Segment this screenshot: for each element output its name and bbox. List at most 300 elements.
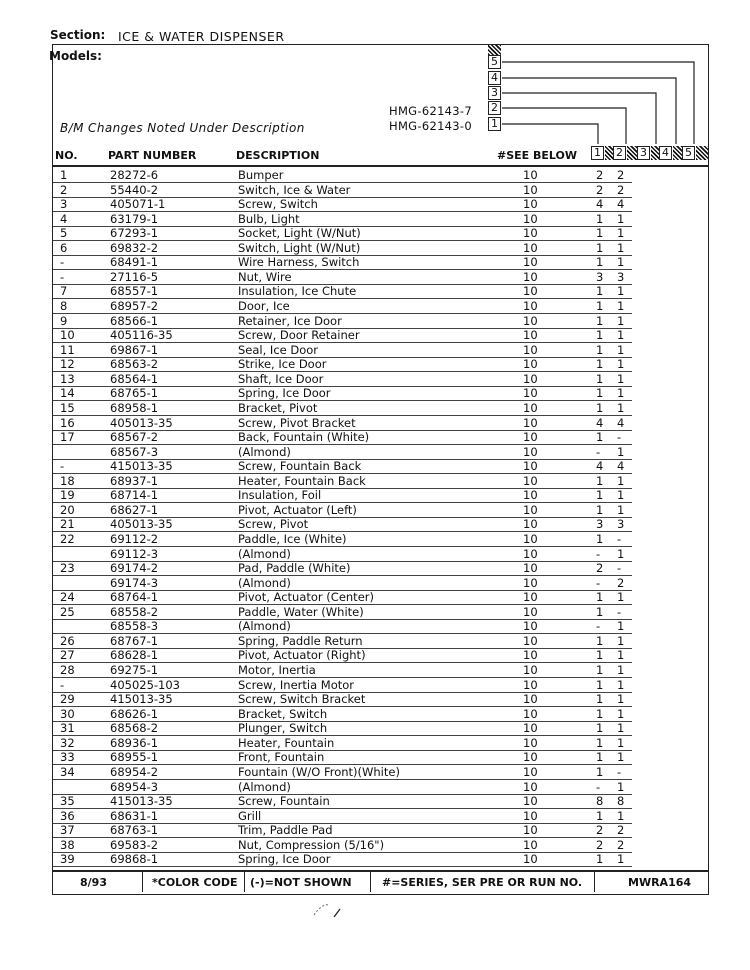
part-description: Switch, Light (W/Nut) [238, 240, 361, 255]
part-description: Wire Harness, Switch [238, 255, 360, 270]
scan-mark [300, 895, 360, 925]
row-number: 39 [60, 852, 75, 867]
part-number: 68491-1 [110, 255, 159, 270]
part-number: 68955-1 [110, 750, 159, 765]
series-code: 10 [523, 488, 538, 503]
footer-doc-code: MWRA164 [628, 876, 692, 889]
series-code: 10 [523, 168, 538, 182]
series-code: 10 [523, 182, 538, 197]
part-description: (Almond) [238, 575, 291, 590]
footer-not-shown: (-)=NOT SHOWN [250, 876, 352, 889]
qty-model-2: 1 [617, 444, 625, 459]
footer-divider [142, 872, 143, 892]
series-code: 10 [523, 400, 538, 415]
hatch-mark [673, 146, 682, 160]
part-number: 68764-1 [110, 590, 159, 605]
part-description: Screw, Switch Bracket [238, 692, 366, 707]
part-number: 68954-2 [110, 764, 159, 779]
footer-date: 8/93 [80, 876, 107, 889]
qty-model-1: 1 [596, 692, 604, 707]
qty-model-1: 1 [596, 386, 604, 401]
hatch-mark [696, 146, 708, 160]
part-description: Screw, Pivot Bracket [238, 415, 356, 430]
row-number: 28 [60, 663, 75, 678]
series-code: 10 [523, 721, 538, 736]
model-name-2: HMG-62143-7 [389, 104, 472, 118]
part-description: Strike, Ice Door [238, 357, 327, 372]
part-description: Heater, Fountain Back [238, 473, 366, 488]
series-code: 10 [523, 357, 538, 372]
row-number: 21 [60, 517, 75, 532]
series-code: 10 [523, 269, 538, 284]
part-number: 68763-1 [110, 823, 159, 838]
part-description: Back, Fountain (White) [238, 430, 370, 445]
qty-model-2: - [617, 604, 622, 619]
part-description: Nut, Wire [238, 269, 292, 284]
series-code: 10 [523, 837, 538, 852]
qty-model-2: 1 [617, 750, 625, 765]
qty-model-1: 8 [596, 794, 604, 809]
series-code: 10 [523, 823, 538, 838]
qty-model-1: 2 [596, 561, 604, 576]
part-number: 68936-1 [110, 735, 159, 750]
qty-model-1: - [596, 546, 601, 561]
part-number: 69174-3 [110, 575, 159, 590]
part-description: Seal, Ice Door [238, 342, 319, 357]
qty-model-1: 1 [596, 633, 604, 648]
part-description: Nut, Compression (5/16") [238, 837, 385, 852]
qty-model-2: 2 [617, 823, 625, 838]
part-description: Spring, Paddle Return [238, 633, 363, 648]
qty-model-1: 1 [596, 677, 604, 692]
part-description: Socket, Light (W/Nut) [238, 226, 361, 241]
col-box-4: 4 [659, 146, 672, 160]
series-code: 10 [523, 386, 538, 401]
series-code: 10 [523, 226, 538, 241]
part-description: Paddle, Water (White) [238, 604, 364, 619]
part-description: Spring, Ice Door [238, 852, 331, 867]
qty-model-2: - [617, 430, 622, 445]
row-number: 24 [60, 590, 75, 605]
qty-model-1: 1 [596, 240, 604, 255]
series-code: 10 [523, 794, 538, 809]
header-see-below: #SEE BELOW [497, 149, 577, 162]
qty-model-2: 1 [617, 371, 625, 386]
part-description: (Almond) [238, 779, 291, 794]
part-description: Bracket, Switch [238, 706, 328, 721]
qty-model-2: 1 [617, 386, 625, 401]
stack-box-1: 1 [488, 117, 501, 131]
qty-model-1: 1 [596, 735, 604, 750]
qty-model-2: 1 [617, 299, 625, 314]
qty-model-2: - [617, 561, 622, 576]
part-number: 27116-5 [110, 269, 159, 284]
row-number: 19 [60, 488, 75, 503]
qty-model-1: 3 [596, 269, 604, 284]
part-number: 415013-35 [110, 459, 173, 474]
part-description: Paddle, Ice (White) [238, 532, 347, 546]
part-description: Motor, Inertia [238, 663, 316, 678]
qty-model-1: 1 [596, 750, 604, 765]
qty-model-2: 1 [617, 284, 625, 299]
qty-model-1: 1 [596, 400, 604, 415]
qty-model-2: 1 [617, 240, 625, 255]
part-number: 68957-2 [110, 299, 159, 314]
part-number: 68765-1 [110, 386, 159, 401]
row-number: 1 [60, 168, 68, 182]
qty-model-2: 1 [617, 211, 625, 226]
part-number: 68937-1 [110, 473, 159, 488]
qty-model-2: 1 [617, 328, 625, 343]
qty-model-1: 1 [596, 502, 604, 517]
part-number: 69867-1 [110, 342, 159, 357]
part-number: 69868-1 [110, 852, 159, 867]
series-code: 10 [523, 604, 538, 619]
qty-model-1: 4 [596, 415, 604, 430]
qty-model-1: 1 [596, 808, 604, 823]
series-code: 10 [523, 692, 538, 707]
part-number: 68631-1 [110, 808, 159, 823]
qty-model-2: 1 [617, 721, 625, 736]
qty-model-1: 1 [596, 284, 604, 299]
series-code: 10 [523, 197, 538, 212]
qty-model-2: 8 [617, 794, 625, 809]
part-number: 68557-1 [110, 284, 159, 299]
qty-model-1: - [596, 444, 601, 459]
row-number: 17 [60, 430, 75, 445]
row-number: 12 [60, 357, 75, 372]
row-number: 4 [60, 211, 68, 226]
part-number: 69112-2 [110, 532, 159, 546]
series-code: 10 [523, 546, 538, 561]
qty-model-1: 1 [596, 328, 604, 343]
qty-model-1: 1 [596, 430, 604, 445]
qty-model-1: 1 [596, 357, 604, 372]
col-box-5: 5 [682, 146, 695, 160]
part-description: Front, Fountain [238, 750, 325, 765]
qty-model-1: 2 [596, 168, 604, 182]
qty-model-1: - [596, 619, 601, 634]
part-description: Grill [238, 808, 262, 823]
qty-model-1: 2 [596, 182, 604, 197]
qty-model-2: 1 [617, 852, 625, 867]
row-number: 35 [60, 794, 75, 809]
part-number: 68567-3 [110, 444, 159, 459]
header-rule [52, 165, 709, 167]
part-description: Screw, Pivot [238, 517, 309, 532]
series-code: 10 [523, 764, 538, 779]
qty-model-1: 1 [596, 706, 604, 721]
stack-box-2: 2 [488, 101, 501, 115]
part-number: 69174-2 [110, 561, 159, 576]
series-code: 10 [523, 459, 538, 474]
row-number: 37 [60, 823, 75, 838]
qty-model-1: 1 [596, 604, 604, 619]
qty-model-1: 2 [596, 823, 604, 838]
model-name-1: HMG-62143-0 [389, 119, 472, 133]
qty-model-1: - [596, 575, 601, 590]
part-description: Insulation, Ice Chute [238, 284, 357, 299]
qty-model-2: 1 [617, 808, 625, 823]
row-number: 23 [60, 561, 75, 576]
qty-model-2: 1 [617, 590, 625, 605]
qty-model-2: 1 [617, 648, 625, 663]
series-code: 10 [523, 342, 538, 357]
qty-model-2: - [617, 532, 622, 546]
row-number: - [60, 677, 65, 692]
header-description: DESCRIPTION [236, 149, 320, 162]
qty-model-1: 1 [596, 299, 604, 314]
part-number: 68626-1 [110, 706, 159, 721]
series-code: 10 [523, 648, 538, 663]
part-number: 405116-35 [110, 328, 173, 343]
series-code: 10 [523, 313, 538, 328]
part-number: 68767-1 [110, 633, 159, 648]
series-code: 10 [523, 444, 538, 459]
row-number: 32 [60, 735, 75, 750]
qty-model-1: 1 [596, 371, 604, 386]
qty-model-2: 1 [617, 677, 625, 692]
qty-model-1: 1 [596, 255, 604, 270]
qty-model-1: 4 [596, 459, 604, 474]
series-code: 10 [523, 779, 538, 794]
part-description: Screw, Door Retainer [238, 328, 360, 343]
footer-color-code: *COLOR CODE [152, 876, 238, 889]
part-description: Shaft, Ice Door [238, 371, 324, 386]
qty-model-1: 1 [596, 648, 604, 663]
header-no: NO. [55, 149, 78, 162]
part-number: 68564-1 [110, 371, 159, 386]
footer-series-note: #=SERIES, SER PRE OR RUN NO. [382, 876, 583, 889]
row-number: 6 [60, 240, 68, 255]
part-description: Trim, Paddle Pad [238, 823, 333, 838]
qty-model-1: 1 [596, 342, 604, 357]
part-number: 68563-2 [110, 357, 159, 372]
row-number: - [60, 269, 65, 284]
qty-model-2: 1 [617, 313, 625, 328]
series-code: 10 [523, 619, 538, 634]
row-number: 31 [60, 721, 75, 736]
qty-model-2: - [617, 764, 622, 779]
part-number: 68628-1 [110, 648, 159, 663]
col-box-1: 1 [591, 146, 604, 160]
qty-model-2: 1 [617, 779, 625, 794]
qty-model-1: - [596, 779, 601, 794]
part-number: 69112-3 [110, 546, 159, 561]
hatch-mark [651, 146, 659, 160]
row-number: 8 [60, 299, 68, 314]
series-code: 10 [523, 677, 538, 692]
series-code: 10 [523, 735, 538, 750]
row-number: 33 [60, 750, 75, 765]
series-code: 10 [523, 255, 538, 270]
row-rule [52, 866, 632, 867]
series-code: 10 [523, 240, 538, 255]
part-description: Pivot, Actuator (Center) [238, 590, 374, 605]
part-number: 69583-2 [110, 837, 159, 852]
qty-model-2: 2 [617, 575, 625, 590]
series-code: 10 [523, 430, 538, 445]
qty-model-1: 1 [596, 473, 604, 488]
series-code: 10 [523, 706, 538, 721]
row-number: 9 [60, 313, 68, 328]
qty-model-1: 2 [596, 837, 604, 852]
row-number: 16 [60, 415, 75, 430]
qty-model-2: 1 [617, 357, 625, 372]
series-code: 10 [523, 633, 538, 648]
part-description: Door, Ice [238, 299, 290, 314]
series-code: 10 [523, 852, 538, 867]
row-number: 7 [60, 284, 68, 299]
header-part-number: PART NUMBER [108, 149, 197, 162]
stack-box-5: 5 [488, 55, 501, 69]
row-number: 20 [60, 502, 75, 517]
part-number: 405013-35 [110, 517, 173, 532]
part-number: 69832-2 [110, 240, 159, 255]
part-description: Fountain (W/O Front)(White) [238, 764, 400, 779]
series-code: 10 [523, 663, 538, 678]
qty-model-2: 4 [617, 459, 625, 474]
part-number: 68558-3 [110, 619, 159, 634]
part-number: 68627-1 [110, 502, 159, 517]
qty-model-2: 1 [617, 546, 625, 561]
series-code: 10 [523, 415, 538, 430]
part-description: Bracket, Pivot [238, 400, 318, 415]
part-number: 28272-6 [110, 168, 159, 182]
part-number: 55440-2 [110, 182, 159, 197]
part-number: 69275-1 [110, 663, 159, 678]
qty-model-2: 2 [617, 837, 625, 852]
part-description: Bulb, Light [238, 211, 300, 226]
series-code: 10 [523, 517, 538, 532]
qty-model-2: 4 [617, 415, 625, 430]
qty-model-2: 1 [617, 255, 625, 270]
series-code: 10 [523, 575, 538, 590]
part-number: 63179-1 [110, 211, 159, 226]
series-code: 10 [523, 532, 538, 546]
qty-model-1: 1 [596, 211, 604, 226]
qty-model-1: 1 [596, 852, 604, 867]
qty-model-1: 1 [596, 721, 604, 736]
qty-model-2: 1 [617, 692, 625, 707]
qty-model-2: 2 [617, 182, 625, 197]
bm-changes-note: B/M Changes Noted Under Description [60, 121, 305, 135]
part-number: 68567-2 [110, 430, 159, 445]
row-number: 26 [60, 633, 75, 648]
part-number: 68954-3 [110, 779, 159, 794]
series-code: 10 [523, 328, 538, 343]
qty-model-1: 1 [596, 590, 604, 605]
series-code: 10 [523, 502, 538, 517]
qty-model-2: 3 [617, 517, 625, 532]
series-code: 10 [523, 561, 538, 576]
part-number: 68958-1 [110, 400, 159, 415]
row-number: 13 [60, 371, 75, 386]
stack-box-3: 3 [488, 86, 501, 100]
hatch-mark [627, 146, 637, 160]
row-number: 38 [60, 837, 75, 852]
series-code: 10 [523, 299, 538, 314]
row-number: 15 [60, 400, 75, 415]
row-number: 11 [60, 342, 75, 357]
part-description: (Almond) [238, 619, 291, 634]
col-box-2: 2 [613, 146, 626, 160]
stack-box-4: 4 [488, 71, 501, 85]
part-description: Plunger, Switch [238, 721, 328, 736]
part-description: Screw, Fountain Back [238, 459, 362, 474]
qty-model-2: 1 [617, 735, 625, 750]
qty-model-2: 4 [617, 197, 625, 212]
qty-model-2: 1 [617, 502, 625, 517]
row-number: 3 [60, 197, 68, 212]
row-number: 36 [60, 808, 75, 823]
part-number: 415013-35 [110, 692, 173, 707]
series-code: 10 [523, 750, 538, 765]
hatch-mark [605, 146, 613, 160]
qty-model-2: 1 [617, 663, 625, 678]
qty-model-1: 1 [596, 663, 604, 678]
row-number: 25 [60, 604, 75, 619]
part-description: Switch, Ice & Water [238, 182, 351, 197]
qty-model-2: 1 [617, 473, 625, 488]
row-number: 10 [60, 328, 75, 343]
part-number: 405013-35 [110, 415, 173, 430]
row-number: - [60, 255, 65, 270]
series-code: 10 [523, 473, 538, 488]
qty-model-2: 1 [617, 226, 625, 241]
qty-model-2: 1 [617, 400, 625, 415]
part-number: 405071-1 [110, 197, 166, 212]
part-description: Pad, Paddle (White) [238, 561, 351, 576]
part-number: 415013-35 [110, 794, 173, 809]
models-label: Models: [49, 49, 102, 63]
row-number: 14 [60, 386, 75, 401]
qty-model-1: 3 [596, 517, 604, 532]
part-description: Insulation, Foil [238, 488, 322, 503]
series-code: 10 [523, 211, 538, 226]
row-number: 34 [60, 764, 75, 779]
footer-divider [244, 872, 245, 892]
series-code: 10 [523, 371, 538, 386]
row-number: 27 [60, 648, 75, 663]
qty-model-1: 1 [596, 488, 604, 503]
qty-model-1: 1 [596, 764, 604, 779]
row-number: 29 [60, 692, 75, 707]
part-description: Screw, Switch [238, 197, 318, 212]
footer-rule [52, 870, 709, 872]
series-code: 10 [523, 590, 538, 605]
qty-model-1: 1 [596, 313, 604, 328]
qty-model-2: 1 [617, 619, 625, 634]
section-value: ICE & WATER DISPENSER [118, 29, 285, 44]
part-number: 405025-103 [110, 677, 180, 692]
part-description: Screw, Inertia Motor [238, 677, 355, 692]
part-number: 68568-2 [110, 721, 159, 736]
part-number: 68714-1 [110, 488, 159, 503]
row-number: 30 [60, 706, 75, 721]
section-label: Section: [50, 28, 106, 42]
footer-divider [370, 872, 371, 892]
qty-model-1: 4 [596, 197, 604, 212]
part-description: Pivot, Actuator (Left) [238, 502, 357, 517]
qty-model-2: 3 [617, 269, 625, 284]
series-code: 10 [523, 808, 538, 823]
qty-model-2: 2 [617, 168, 625, 182]
qty-model-2: 1 [617, 706, 625, 721]
part-description: Bumper [238, 168, 284, 182]
part-description: Retainer, Ice Door [238, 313, 342, 328]
footer-divider [594, 872, 595, 892]
